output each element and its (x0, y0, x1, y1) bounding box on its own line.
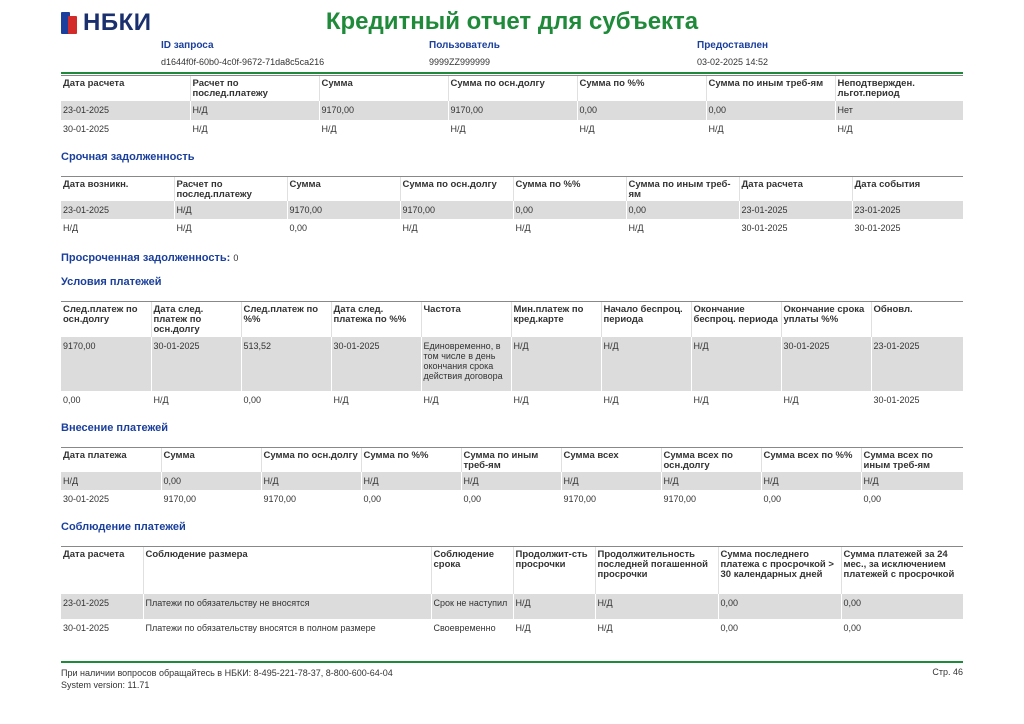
cell: Н/Д (513, 219, 626, 237)
cell: 0,00 (841, 619, 963, 638)
cell: Н/Д (63, 222, 79, 233)
calc-header: Неподтвержден. льгот.период (835, 76, 963, 101)
cell: 30-01-2025 (852, 219, 963, 237)
table-row (61, 101, 963, 120)
cell: Своевременно (431, 619, 513, 638)
compliance-header: Дата расчета (61, 547, 143, 594)
payments-header: Сумма всех по осн.долгу (661, 448, 761, 472)
calc-header: Дата расчета (61, 76, 190, 101)
footer-contact: При наличии вопросов обращайтесь в НБКИ: 8-495-221-78-37, 8-800-600-64-04 (61, 668, 393, 678)
compliance-header: Соблюдение срока (431, 547, 513, 594)
payments-header: Сумма всех по иным треб-ям (861, 448, 963, 472)
header-divider (61, 72, 963, 74)
section-title-terms: Условия платежей (61, 276, 162, 288)
cell: Н/Д (421, 391, 511, 410)
cell: 0,00 (287, 219, 400, 237)
section-overdue (61, 252, 238, 264)
cell: Н/Д (61, 472, 161, 490)
terms-header: Мин.платеж по кред.карте (511, 302, 601, 337)
cell: Н/Д (626, 219, 739, 237)
payments-header: Сумма по %% (361, 448, 461, 472)
cell: Н/Д (691, 337, 781, 391)
cell: Н/Д (319, 120, 448, 139)
cell: 9170,00 (61, 337, 151, 391)
cell: 9170,00 (287, 201, 400, 219)
cell: 30-01-2025 (151, 337, 241, 391)
cell: Н/Д (513, 619, 595, 638)
cell: 0,00 (841, 594, 963, 619)
table-row (61, 391, 963, 410)
report-title: Кредитный отчет для субъекта (325, 8, 699, 35)
payments-header: Дата платежа (61, 448, 161, 472)
cell: Нет (835, 101, 963, 120)
cell: Н/Д (691, 391, 781, 410)
user-value: 9999ZZ999999 (429, 57, 491, 67)
cell: Срок не наступил (431, 594, 513, 619)
urgent-header: Дата события (852, 177, 963, 201)
compliance-header: Сумма платежей за 24 мес., за исключением платежей с просрочкой (841, 547, 963, 594)
cell: Н/Д (511, 391, 601, 410)
cell: 0,00 (161, 472, 261, 490)
urgent-header: Сумма (287, 177, 400, 201)
compliance-header: Продолжит-сть просрочки (513, 547, 595, 594)
payments-header: Сумма по осн.долгу (261, 448, 361, 472)
cell: 30-01-2025 (63, 622, 110, 633)
cell: 9170,00 (561, 490, 661, 508)
cell: 23-01-2025 (871, 337, 963, 391)
cell: Н/Д (174, 219, 287, 237)
section-title-compliance: Соблюдение платежей (61, 521, 186, 533)
section-title-payments: Внесение платежей (61, 422, 169, 434)
payments-header: Сумма всех по %% (761, 448, 861, 472)
table-row (61, 594, 963, 619)
terms-table (61, 301, 963, 410)
urgent-header: Расчет по послед.платежу (174, 177, 287, 201)
table-row (61, 219, 963, 237)
provided-label: Предоставлен (697, 40, 769, 51)
cell: Н/Д (361, 472, 461, 490)
cell: Н/Д (400, 219, 513, 237)
cell: 0,00 (706, 101, 835, 120)
cell: 23-01-2025 (61, 201, 174, 219)
terms-header: Начало беспроц. периода (601, 302, 691, 337)
urgent-table (61, 176, 963, 237)
cell: Н/Д (595, 594, 718, 619)
cell: Н/Д (448, 120, 577, 139)
cell: Н/Д (761, 472, 861, 490)
terms-header: Окончание срока уплаты %% (781, 302, 871, 337)
calc-table (61, 75, 963, 139)
request-id-value: d1644f0f-60b0-4c0f-9672-71da8c5ca216 (161, 57, 325, 67)
calc-header: Сумма по %% (577, 76, 706, 101)
cell: 0,00 (63, 394, 81, 405)
user-block (429, 40, 500, 67)
cell: Н/Д (706, 120, 835, 139)
cell: 0,00 (577, 101, 706, 120)
cell: 9170,00 (161, 490, 261, 508)
cell: Н/Д (835, 120, 963, 139)
provided-value: 03-02-2025 14:52 (697, 57, 769, 67)
cell: 9170,00 (400, 201, 513, 219)
cell: 30-01-2025 (871, 391, 963, 410)
cell: Н/Д (595, 619, 718, 638)
cell: 23-01-2025 (61, 594, 143, 619)
cell: 0,00 (361, 490, 461, 508)
calc-header: Сумма по осн.долгу (448, 76, 577, 101)
cell: Н/Д (561, 472, 661, 490)
table-row (61, 619, 963, 638)
section-title-urgent: Срочная задолженность (61, 151, 195, 163)
terms-header: Дата след. платеж по осн.долгу (151, 302, 241, 337)
cell: 0,00 (861, 490, 963, 508)
cell: Единовременно, в том числе в день окончания срока действия договора (421, 337, 511, 391)
footer (61, 667, 393, 691)
overdue-value: 0 (233, 253, 239, 263)
cell: 30-01-2025 (781, 337, 871, 391)
table-row (61, 337, 963, 391)
terms-header: Частота (421, 302, 511, 337)
cell: 0,00 (718, 594, 841, 619)
cell: 513,52 (241, 337, 331, 391)
payments-header: Сумма (161, 448, 261, 472)
compliance-header: Соблюдение размера (143, 547, 431, 594)
terms-header: След.платеж по осн.долгу (61, 302, 151, 337)
cell: Н/Д (174, 201, 287, 219)
logo-text: НБКИ (83, 9, 152, 36)
cell: Н/Д (577, 120, 706, 139)
urgent-header: Дата расчета (739, 177, 852, 201)
cell: Н/Д (151, 391, 241, 410)
urgent-header: Сумма по осн.долгу (400, 177, 513, 201)
provided-block (697, 40, 768, 67)
cell: 23-01-2025 (852, 201, 963, 219)
cell: 23-01-2025 (739, 201, 852, 219)
cell: 9170,00 (448, 101, 577, 120)
terms-header: Дата след. платежа по %% (331, 302, 421, 337)
payments-header: Сумма всех (561, 448, 661, 472)
cell: 30-01-2025 (63, 493, 110, 504)
footer-version: System version: 11.71 (61, 680, 150, 690)
urgent-header: Сумма по иным треб-ям (626, 177, 739, 201)
footer-divider (61, 661, 963, 663)
compliance-table (61, 546, 963, 638)
terms-header: Окончание беспроц. периода (691, 302, 781, 337)
page-number: Стр. 46 (932, 667, 963, 677)
cell: 0,00 (761, 490, 861, 508)
cell: 9170,00 (319, 101, 448, 120)
cell: Н/Д (661, 472, 761, 490)
cell: 0,00 (461, 490, 561, 508)
table-row (61, 490, 963, 508)
terms-header: Обновл. (871, 302, 963, 337)
calc-header: Сумма по иным треб-ям (706, 76, 835, 101)
cell: Н/Д (190, 101, 319, 120)
calc-header: Расчет по послед.платежу (190, 76, 319, 101)
cell: Н/Д (331, 391, 421, 410)
payments-header: Сумма по иным треб-ям (461, 448, 561, 472)
overdue-label: Просроченная задолженность: (61, 252, 231, 264)
cell: Платежи по обязательству вносятся в полном размере (143, 619, 431, 638)
urgent-header: Сумма по %% (513, 177, 626, 201)
urgent-header: Дата возникн. (61, 177, 174, 201)
table-row (61, 472, 963, 490)
cell: Н/Д (190, 120, 319, 139)
cell: 0,00 (626, 201, 739, 219)
cell: Н/Д (511, 337, 601, 391)
request-id-block (161, 40, 324, 67)
cell: Н/Д (601, 337, 691, 391)
cell: Н/Д (861, 472, 963, 490)
cell: Н/Д (261, 472, 361, 490)
cell: Н/Д (461, 472, 561, 490)
cell: Платежи по обязательству не вносятся (143, 594, 431, 619)
cell: 30-01-2025 (63, 123, 110, 134)
table-row (61, 201, 963, 219)
cell: Н/Д (513, 594, 595, 619)
cell: 9170,00 (261, 490, 361, 508)
cell: 30-01-2025 (739, 219, 852, 237)
cell: 30-01-2025 (331, 337, 421, 391)
request-id-label: ID запроса (161, 40, 214, 51)
user-label: Пользователь (429, 40, 500, 51)
cell: Н/Д (781, 391, 871, 410)
calc-header: Сумма (319, 76, 448, 101)
terms-header: След.платеж по %% (241, 302, 331, 337)
cell: 0,00 (513, 201, 626, 219)
cell: 9170,00 (661, 490, 761, 508)
cell: 0,00 (718, 619, 841, 638)
table-row (61, 120, 963, 139)
cell: 23-01-2025 (61, 101, 190, 120)
payments-table (61, 447, 963, 508)
compliance-header: Продолжительность последней погашенной просрочки (595, 547, 718, 594)
compliance-header: Сумма последнего платежа с просрочкой > 30 календарных дней (718, 547, 841, 594)
cell: Н/Д (601, 391, 691, 410)
cell: 0,00 (241, 391, 331, 410)
